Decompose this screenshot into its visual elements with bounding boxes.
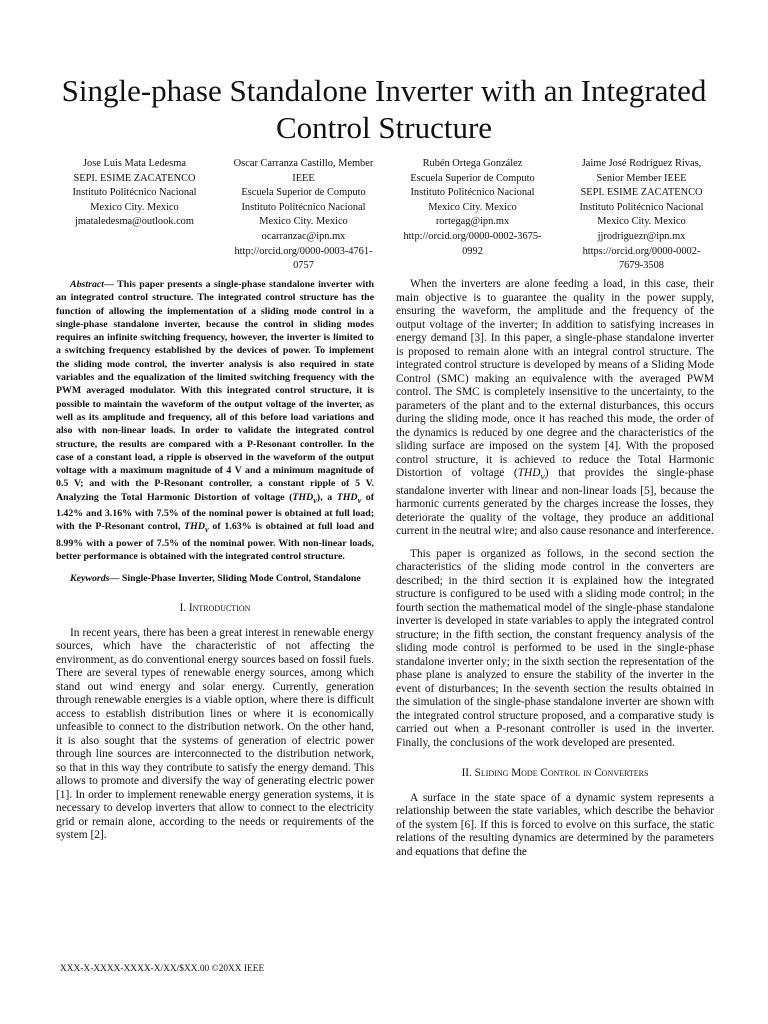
author-orcid: 0757 [293,260,314,272]
author-line: Mexico City. Mexico [597,216,686,228]
author-line: Oscar Carranza Castillo, Member [233,158,374,169]
author-line: Mexico City. Mexico [259,216,348,228]
author-1 [50,157,219,274]
keywords-text: Single-Phase Inverter, Sliding Mode Control, Standalone [119,573,361,585]
author-line: Mexico City. Mexico [90,201,179,213]
paragraph-text: When the inverters are alone feeding a load, in this case, their main objective is to guarantee the quality in the power supply, ensuring the waveform, the amplitude and the frequency of the output voltage of the inverter; In addition to satisfying increases in energy demand [3]. In this paper, a single-phase standalone inverter is proposed to remain alone with an integral control structure. The integrated control structure is developed by means of a Sliding Mode Control (SMC) making an equivalence with the averaged PWM control. The SMC is completely insensitive to the uncertainty, to the parameters of the plant and to the external disturbances, this occurs during the sliding mode, once it has reached this mode, the order of the dynamics is reduced by one degree and the characteristics of the sliding surface are imposed on the system [4]. With the proposed control structure, it is achieved to reduce the Total Harmonic Distortion of voltage ( [396,278,714,479]
author-orcid: https://orcid.org/0000-0002- [582,245,701,257]
sliding-mode-paragraph: A surface in the state space of a dynamic system represents a relationship between the state variables, which describe the behavior of the system [6]. If this is forced to evolve on this surface, the static relations of the resulting dynamics are determined by the parameters and equations that define the [396,791,714,858]
author-line: Rubén Ortega González [422,158,523,169]
thd-symbol: THD [517,467,541,479]
author-line: Instituto Politécnico Nacional [410,187,535,199]
author-2 [219,157,388,274]
thd-symbol: THD [336,491,358,503]
abstract-text: of 1.63% is obtained at full load and 8.99% with a power of 7.5% of the nominal power. With non-linear loads, better performance is obtained with the integrated control structure. [56,521,374,562]
author-line: SEPI. ESIME ZACATENCO [580,187,703,199]
right-column [396,278,714,868]
paper-title: Single-phase Standalone Inverter with an Integrated Control Structure [61,73,707,145]
section-heading-introduction: I. Introduction [179,602,251,615]
abstract-text: This paper presents a single-phase standalone inverter with an integrated control structure. The integrated control structure has the function of allowing the implementation of a sliding mode control in a single-phase standalone inverter, because the control in sliding modes requires an infinite switching frequency, however, the inverter is limited to a switching frequency established by the devices of power. To implement the sliding mode control, the inverter analysis is also required in state variables and the equalization of the limited switching frequency with the PWM averaged modulator. With this integrated control structure, it is possible to maintain the waveform of the output voltage of the inverter, as well as its amplitude and frequency, all of this before load variations and also with non-linear loads. In order to validate the integrated control structure, the results are compared with a P-Resonant controller. In the case of a constant load, a ripple is observed in the waveform of the output voltage with a maximum magnitude of 4 V and a minimum magnitude of 0.5 V; and with the P-Resonant controller, a constant ripple of 5 V. Analyzing the Total Harmonic Distortion of voltage ( [56,279,374,503]
abstract-lead: Abstract— [70,279,114,290]
author-3 [388,157,557,274]
author-line: Escuela Superior de Computo [410,172,535,184]
author-line: Instituto Politécnico Nacional [72,187,197,199]
author-line: Senior Member IEEE [596,172,687,184]
abstract [56,278,374,563]
author-orcid: 0992 [462,245,483,257]
section-heading-sliding-mode: II. Sliding Mode Control in Converters [461,767,649,780]
intro-paragraph: In recent years, there has been a great interest in renewable energy sources, which have the characteristic of not affecting the environment, as do conventional energy sources based on fossil fuels. There are several types of renewable energy sources, among which stand out wind energy and solar energy. Currently, generation through renewable energies is a viable option, where there is difficult access to establish distribution lines or where it is economically unfeasible to connect to the distribution network. On the other hand, it is also sought that the systems of generation of electric power through line sources are interconnected to the distribution network, so that in this way they contribute to satisfy the energy demand. This allows to promote and diversify the way of generating electric power [1]. In order to implement renewable energy generation systems, it is necessary to develop inverters that allow to connect to the electricity grid or remain alone, according to the needs or requirements of the system [2]. [56,626,374,842]
author-orcid: 7679-3508 [618,260,665,272]
author-email: jjrodriguezr@ipn.mx [597,230,686,242]
copyright-footer: XXX-X-XXXX-XXXX-X/XX/$XX.00 ©20XX IEEE [60,964,265,974]
left-column [56,278,374,852]
author-line: Jose Luis Mata Ledesma [82,158,186,169]
author-email: ocarranzac@ipn.mx [261,230,346,242]
thd-subscript: v [205,525,209,535]
thd-symbol: THD [184,521,205,533]
thd-symbol: THD [292,491,314,503]
thd-subscript: v [540,472,545,483]
keywords [56,572,374,585]
author-orcid: http://orcid.org/0000-0003-4761- [234,245,373,257]
author-line: Mexico City. Mexico [428,201,517,213]
body-paragraph [396,278,714,539]
keywords-lead: Keywords— [70,573,120,585]
author-line: IEEE [292,172,315,184]
author-4 [557,157,726,274]
paragraph-text: ) that provides the single-phase standalone inverter with linear and non-linear loads [5], because the harmonic currents generated by the charges increase the losses, they deteriorate the quality of the voltage, they produce an additional current in the neutral wire; and also cause resonance and interference. [396,467,714,538]
author-email: jmataledesma@outlook.com [75,216,194,228]
abstract-text: of 1.42% and 3.16% with 7.5% of the nominal power is obtained at full load; with the P-Resonant control, [56,491,374,533]
thd-subscript: v [357,495,362,505]
author-orcid: http://orcid.org/0000-0002-3675- [403,230,542,242]
thd-subscript: v [313,495,317,505]
author-line: Instituto Politécnico Nacional [579,201,704,213]
abstract-text: ), a [316,491,337,503]
author-email: rortegag@ipn.mx [435,216,510,228]
author-line: SEPI. ESIME ZACATENCO [73,172,196,184]
author-line: Instituto Politécnico Nacional [241,201,366,213]
author-line: Escuela Superior de Computo [241,187,366,199]
organization-paragraph: This paper is organized as follows, in the second section the characteristics of the sliding mode control in the converters are described; in the third section it is explained how the integrated structure is configured to be used with a sliding mode control; in the fourth section the mathematical model of the single-phase standalone inverter is developed in state variables to apply the integrated control structure; in the fifth section, the constant frequency analysis of the sliding mode control is performed to be used in the single-phase standalone inverter only; in the sixth section the representation of the phase plane is analyzed to ensure the stability of the inverter in the event of disturbances; In the seventh section the results obtained in the simulation of the single-phase standalone inverter are shown with the integrated control structure proposed, and a comparative study is carried out when a P-resonant controller is used in the inverter. Finally, the conclusions of the work developed are presented. [396,547,714,749]
author-line: Jaime José Rodríguez Rivas, [581,158,702,169]
author-block [50,157,726,274]
